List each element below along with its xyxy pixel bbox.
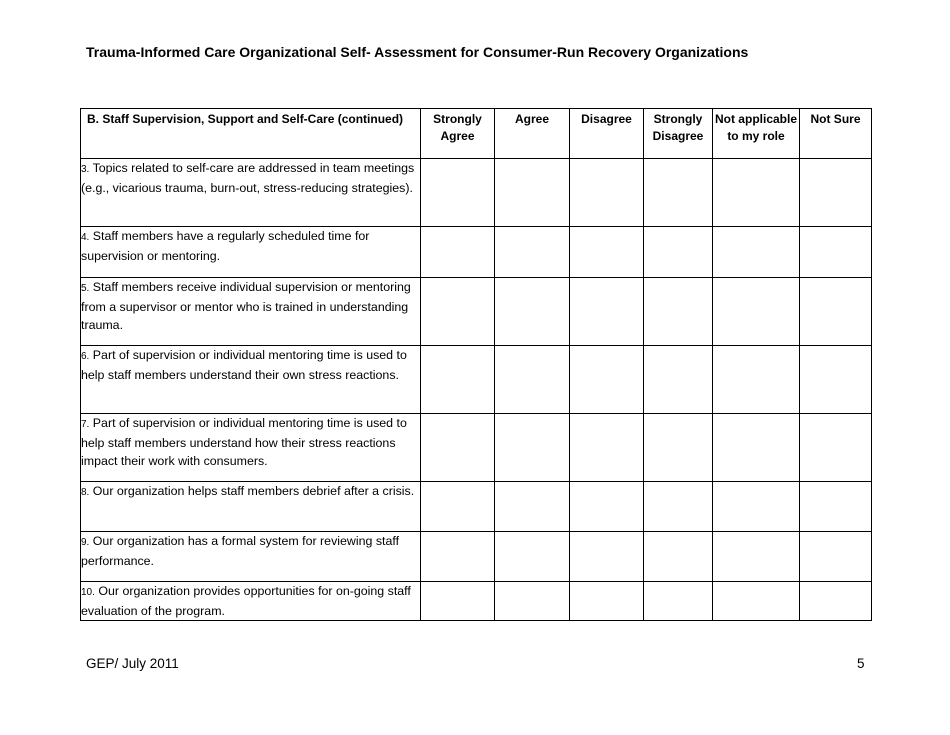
response-cell-disagree[interactable]	[570, 532, 644, 582]
response-cell-not-applicable[interactable]	[713, 346, 800, 414]
response-cell-strongly-disagree[interactable]	[644, 532, 713, 582]
response-cell-strongly-disagree[interactable]	[644, 582, 713, 621]
response-cell-agree[interactable]	[495, 227, 570, 278]
response-cell-agree[interactable]	[495, 159, 570, 227]
response-cell-strongly-agree[interactable]	[421, 159, 495, 227]
response-cell-agree[interactable]	[495, 532, 570, 582]
table-header-row	[81, 109, 872, 159]
response-cell-not-sure[interactable]	[800, 278, 872, 346]
item-text-7	[81, 414, 421, 482]
item-text-6	[81, 346, 421, 414]
page-number: 5	[857, 656, 865, 671]
response-cell-strongly-agree[interactable]	[421, 582, 495, 621]
response-cell-agree[interactable]	[495, 414, 570, 482]
response-cell-strongly-disagree[interactable]	[644, 227, 713, 278]
response-cell-strongly-agree[interactable]	[421, 414, 495, 482]
table-row	[81, 582, 872, 621]
response-cell-strongly-disagree[interactable]	[644, 482, 713, 532]
response-cell-not-sure[interactable]	[800, 482, 872, 532]
item-number: 6.	[81, 351, 90, 362]
response-cell-not-sure[interactable]	[800, 159, 872, 227]
response-cell-not-sure[interactable]	[800, 227, 872, 278]
item-text-8	[81, 482, 421, 532]
response-cell-agree[interactable]	[495, 582, 570, 621]
response-cell-strongly-agree[interactable]	[421, 346, 495, 414]
item-label: Part of supervision or individual mentoring time is used to help staff members understand their own stress reactions.	[81, 348, 407, 382]
item-label: Staff members have a regularly scheduled time for supervision or mentoring.	[81, 229, 370, 263]
footer-date: GEP/ July 2011	[86, 656, 179, 671]
item-text-10	[81, 582, 421, 621]
response-cell-disagree[interactable]	[570, 346, 644, 414]
response-cell-not-applicable[interactable]	[713, 582, 800, 621]
column-header-strongly-disagree: Strongly Disagree	[644, 109, 713, 159]
table-row	[81, 278, 872, 346]
item-label: Topics related to self-care are addressed in team meetings (e.g., vicarious trauma, burn-out, stress-reducing strategies).	[81, 161, 415, 195]
column-header-not-sure: Not Sure	[800, 109, 872, 159]
response-cell-strongly-agree[interactable]	[421, 227, 495, 278]
item-number: 10.	[81, 587, 95, 598]
table-row	[81, 227, 872, 278]
response-cell-strongly-agree[interactable]	[421, 278, 495, 346]
item-text-4	[81, 227, 421, 278]
response-cell-agree[interactable]	[495, 278, 570, 346]
table-row	[81, 532, 872, 582]
response-cell-not-applicable[interactable]	[713, 227, 800, 278]
table-row	[81, 414, 872, 482]
document-title: Trauma-Informed Care Organizational Self- Assessment for Consumer-Run Recovery Organizations	[86, 44, 749, 60]
response-cell-disagree[interactable]	[570, 482, 644, 532]
response-cell-not-sure[interactable]	[800, 346, 872, 414]
response-cell-not-applicable[interactable]	[713, 414, 800, 482]
column-header-strongly-agree: Strongly Agree	[421, 109, 495, 159]
response-cell-not-sure[interactable]	[800, 532, 872, 582]
item-label: Our organization has a formal system for reviewing staff performance.	[81, 534, 400, 568]
item-number: 8.	[81, 487, 90, 498]
response-cell-not-applicable[interactable]	[713, 532, 800, 582]
response-cell-not-applicable[interactable]	[713, 482, 800, 532]
response-cell-agree[interactable]	[495, 346, 570, 414]
table-row	[81, 482, 872, 532]
response-cell-disagree[interactable]	[570, 582, 644, 621]
item-number: 3.	[81, 164, 90, 175]
response-cell-not-sure[interactable]	[800, 414, 872, 482]
response-cell-disagree[interactable]	[570, 227, 644, 278]
response-cell-strongly-agree[interactable]	[421, 482, 495, 532]
response-cell-strongly-disagree[interactable]	[644, 346, 713, 414]
response-cell-strongly-disagree[interactable]	[644, 414, 713, 482]
table-row	[81, 346, 872, 414]
item-number: 5.	[81, 283, 90, 294]
response-cell-not-applicable[interactable]	[713, 278, 800, 346]
column-header-not-applicable: Not applicable to my role	[713, 109, 800, 159]
item-number: 7.	[81, 419, 90, 430]
response-cell-strongly-disagree[interactable]	[644, 278, 713, 346]
response-cell-disagree[interactable]	[570, 159, 644, 227]
response-cell-strongly-agree[interactable]	[421, 532, 495, 582]
column-header-agree: Agree	[495, 109, 570, 159]
response-cell-disagree[interactable]	[570, 278, 644, 346]
column-header-disagree: Disagree	[570, 109, 644, 159]
response-cell-disagree[interactable]	[570, 414, 644, 482]
response-cell-strongly-disagree[interactable]	[644, 159, 713, 227]
item-label: Staff members receive individual supervision or mentoring from a supervisor or mentor who is trained in understanding trauma.	[81, 280, 411, 332]
item-label: Our organization provides opportunities for on-going staff evaluation of the program.	[81, 584, 411, 618]
item-label: Our organization helps staff members debrief after a crisis.	[92, 484, 415, 498]
item-label: Part of supervision or individual mentoring time is used to help staff members understand how their stress reactions impact their work with consumers.	[81, 416, 407, 468]
item-text-9	[81, 532, 421, 582]
assessment-table	[80, 108, 872, 621]
response-cell-agree[interactable]	[495, 482, 570, 532]
response-cell-not-sure[interactable]	[800, 582, 872, 621]
section-header: B. Staff Supervision, Support and Self-Care (continued)	[81, 109, 421, 159]
item-number: 4.	[81, 232, 90, 243]
item-text-3	[81, 159, 421, 227]
response-cell-not-applicable[interactable]	[713, 159, 800, 227]
table-row	[81, 159, 872, 227]
item-number: 9.	[81, 537, 90, 548]
item-text-5	[81, 278, 421, 346]
